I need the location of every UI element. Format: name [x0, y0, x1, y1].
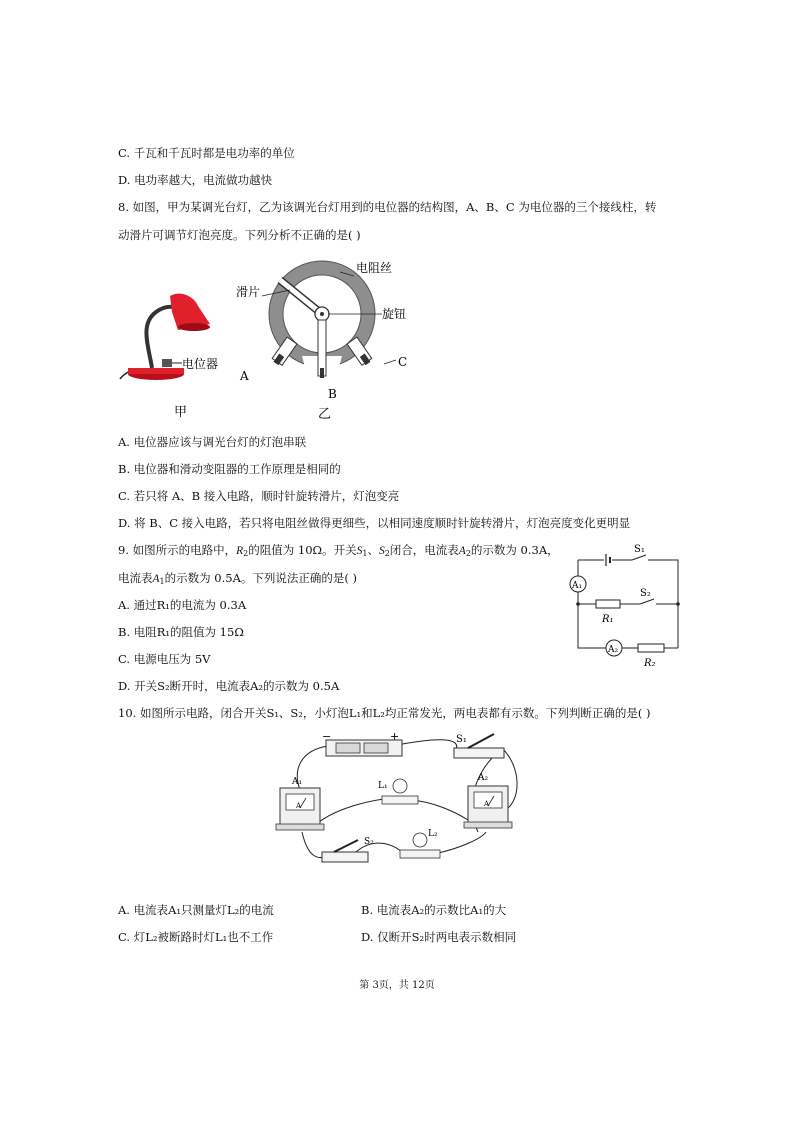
label-slider: 滑片 — [236, 285, 261, 299]
desk-lamp-figure — [118, 284, 238, 424]
q10-circuit-photo — [272, 728, 532, 878]
caption-jia: 甲 — [174, 404, 188, 419]
bulb-l1-base — [382, 796, 418, 804]
q10-option-d: D. 仅断开S₂时两电表示数相同 — [361, 930, 517, 944]
label-b: B — [328, 387, 337, 401]
q9-circuit-diagram — [568, 540, 688, 670]
q8-stem-line2: 动滑片可调节灯泡亮度。下列分析不正确的是( ) — [118, 228, 361, 242]
label-potentiometer: 电位器 — [182, 357, 219, 371]
bulb-l2-base — [400, 850, 440, 858]
switch-s1-base — [454, 748, 504, 758]
battery-plus: + — [390, 730, 400, 743]
caption-yi: 乙 — [318, 406, 332, 421]
bulb-l2 — [413, 833, 427, 847]
q8-option-c: C. 若只将 A、B 接入电路，顺时针旋转滑片，灯泡变亮 — [118, 489, 400, 503]
label-s1: S₁ — [634, 544, 645, 555]
q8-stem-line1: 8. 如图，甲为某调光台灯，乙为该调光台灯用到的电位器的结构图，A、B、C 为电位器的三个接线柱，转 — [118, 200, 657, 214]
ammeter-a1-letter: A — [296, 802, 302, 810]
battery-cell — [364, 743, 388, 753]
q8-option-a: A. 电位器应该与调光台灯的灯泡串联 — [118, 435, 307, 449]
q10-stem: 10. 如图所示电路，闭合开关S₁、S₂，小灯泡L₁和L₂均正常发光，两电表都有示数。下列判断正确的是( ) — [118, 706, 651, 720]
label-s1: S₁ — [456, 734, 467, 745]
q7-option-c: C. 千瓦和千瓦时都是电功率的单位 — [118, 146, 295, 160]
label-a1: A₁ — [292, 777, 303, 787]
label-s2: S₂ — [640, 588, 651, 599]
label-resistance-wire: 电阻丝 — [356, 261, 393, 275]
label-l1: L₁ — [378, 781, 388, 791]
q10-option-b: B. 电流表A₂的示数比A₁的大 — [361, 903, 507, 917]
label-r2: R₂ — [644, 658, 656, 669]
lamp-neck — [146, 307, 178, 368]
label-a2: A₂ — [608, 645, 619, 655]
label-r1: R₁ — [602, 614, 614, 625]
switch-s1-lever — [468, 734, 494, 748]
q9-option-b: B. 电阻R₁的阻值为 15Ω — [118, 625, 244, 639]
battery-minus: − — [322, 730, 332, 743]
label-a2: A₂ — [478, 773, 489, 783]
label-knob: 旋钮 — [382, 307, 407, 321]
label-c: C — [398, 355, 408, 369]
label-l2: L₂ — [428, 829, 438, 839]
q10-option-c: C. 灯L₂被断路时灯L₁也不工作 — [118, 930, 274, 944]
q9-stem-line1: 9. 如图所示的电路中，$R_2$的阻值为 10Ω。开关$S_1$、$S_2$闭合，电流表$A_2$的示数为 0.3A， — [118, 543, 559, 558]
label-a1: A₁ — [572, 581, 583, 591]
potentiometer-diagram — [232, 256, 422, 424]
q10-option-a: A. 电流表A₁只测量灯L₂的电流 — [118, 903, 274, 917]
label-s2: S₂ — [364, 837, 374, 847]
q9-option-c: C. 电源电压为 5V — [118, 652, 211, 666]
battery-cell — [336, 743, 360, 753]
q9-stem-line2: 电流表$A_1$的示数为 0.5A。下列说法正确的是( ) — [118, 571, 358, 586]
q9-option-a: A. 通过R₁的电流为 0.3A — [118, 598, 247, 612]
q8-option-b: B. 电位器和滑动变阻器的工作原理是相同的 — [118, 462, 341, 476]
terminal-b — [318, 320, 326, 376]
ammeter-a2-letter: A — [484, 800, 490, 808]
q9-option-d: D. 开关S₂断开时，电流表A₂的示数为 0.5A — [118, 679, 340, 693]
page-footer: 第 3页，共 12页 — [359, 980, 435, 991]
q8-option-d: D. 将 B、C 接入电路，若只将电阻丝做得更细些，以相同速度顺时针旋转滑片，灯泡亮度变化更明显 — [118, 516, 631, 530]
switch-s2-lever — [334, 840, 358, 852]
potentiometer-knob — [162, 359, 172, 367]
bulb-l1 — [393, 779, 407, 793]
switch-s2-base — [322, 852, 368, 862]
q7-option-d: D. 电功率越大，电流做功越快 — [118, 173, 273, 187]
label-a: A — [240, 369, 249, 383]
